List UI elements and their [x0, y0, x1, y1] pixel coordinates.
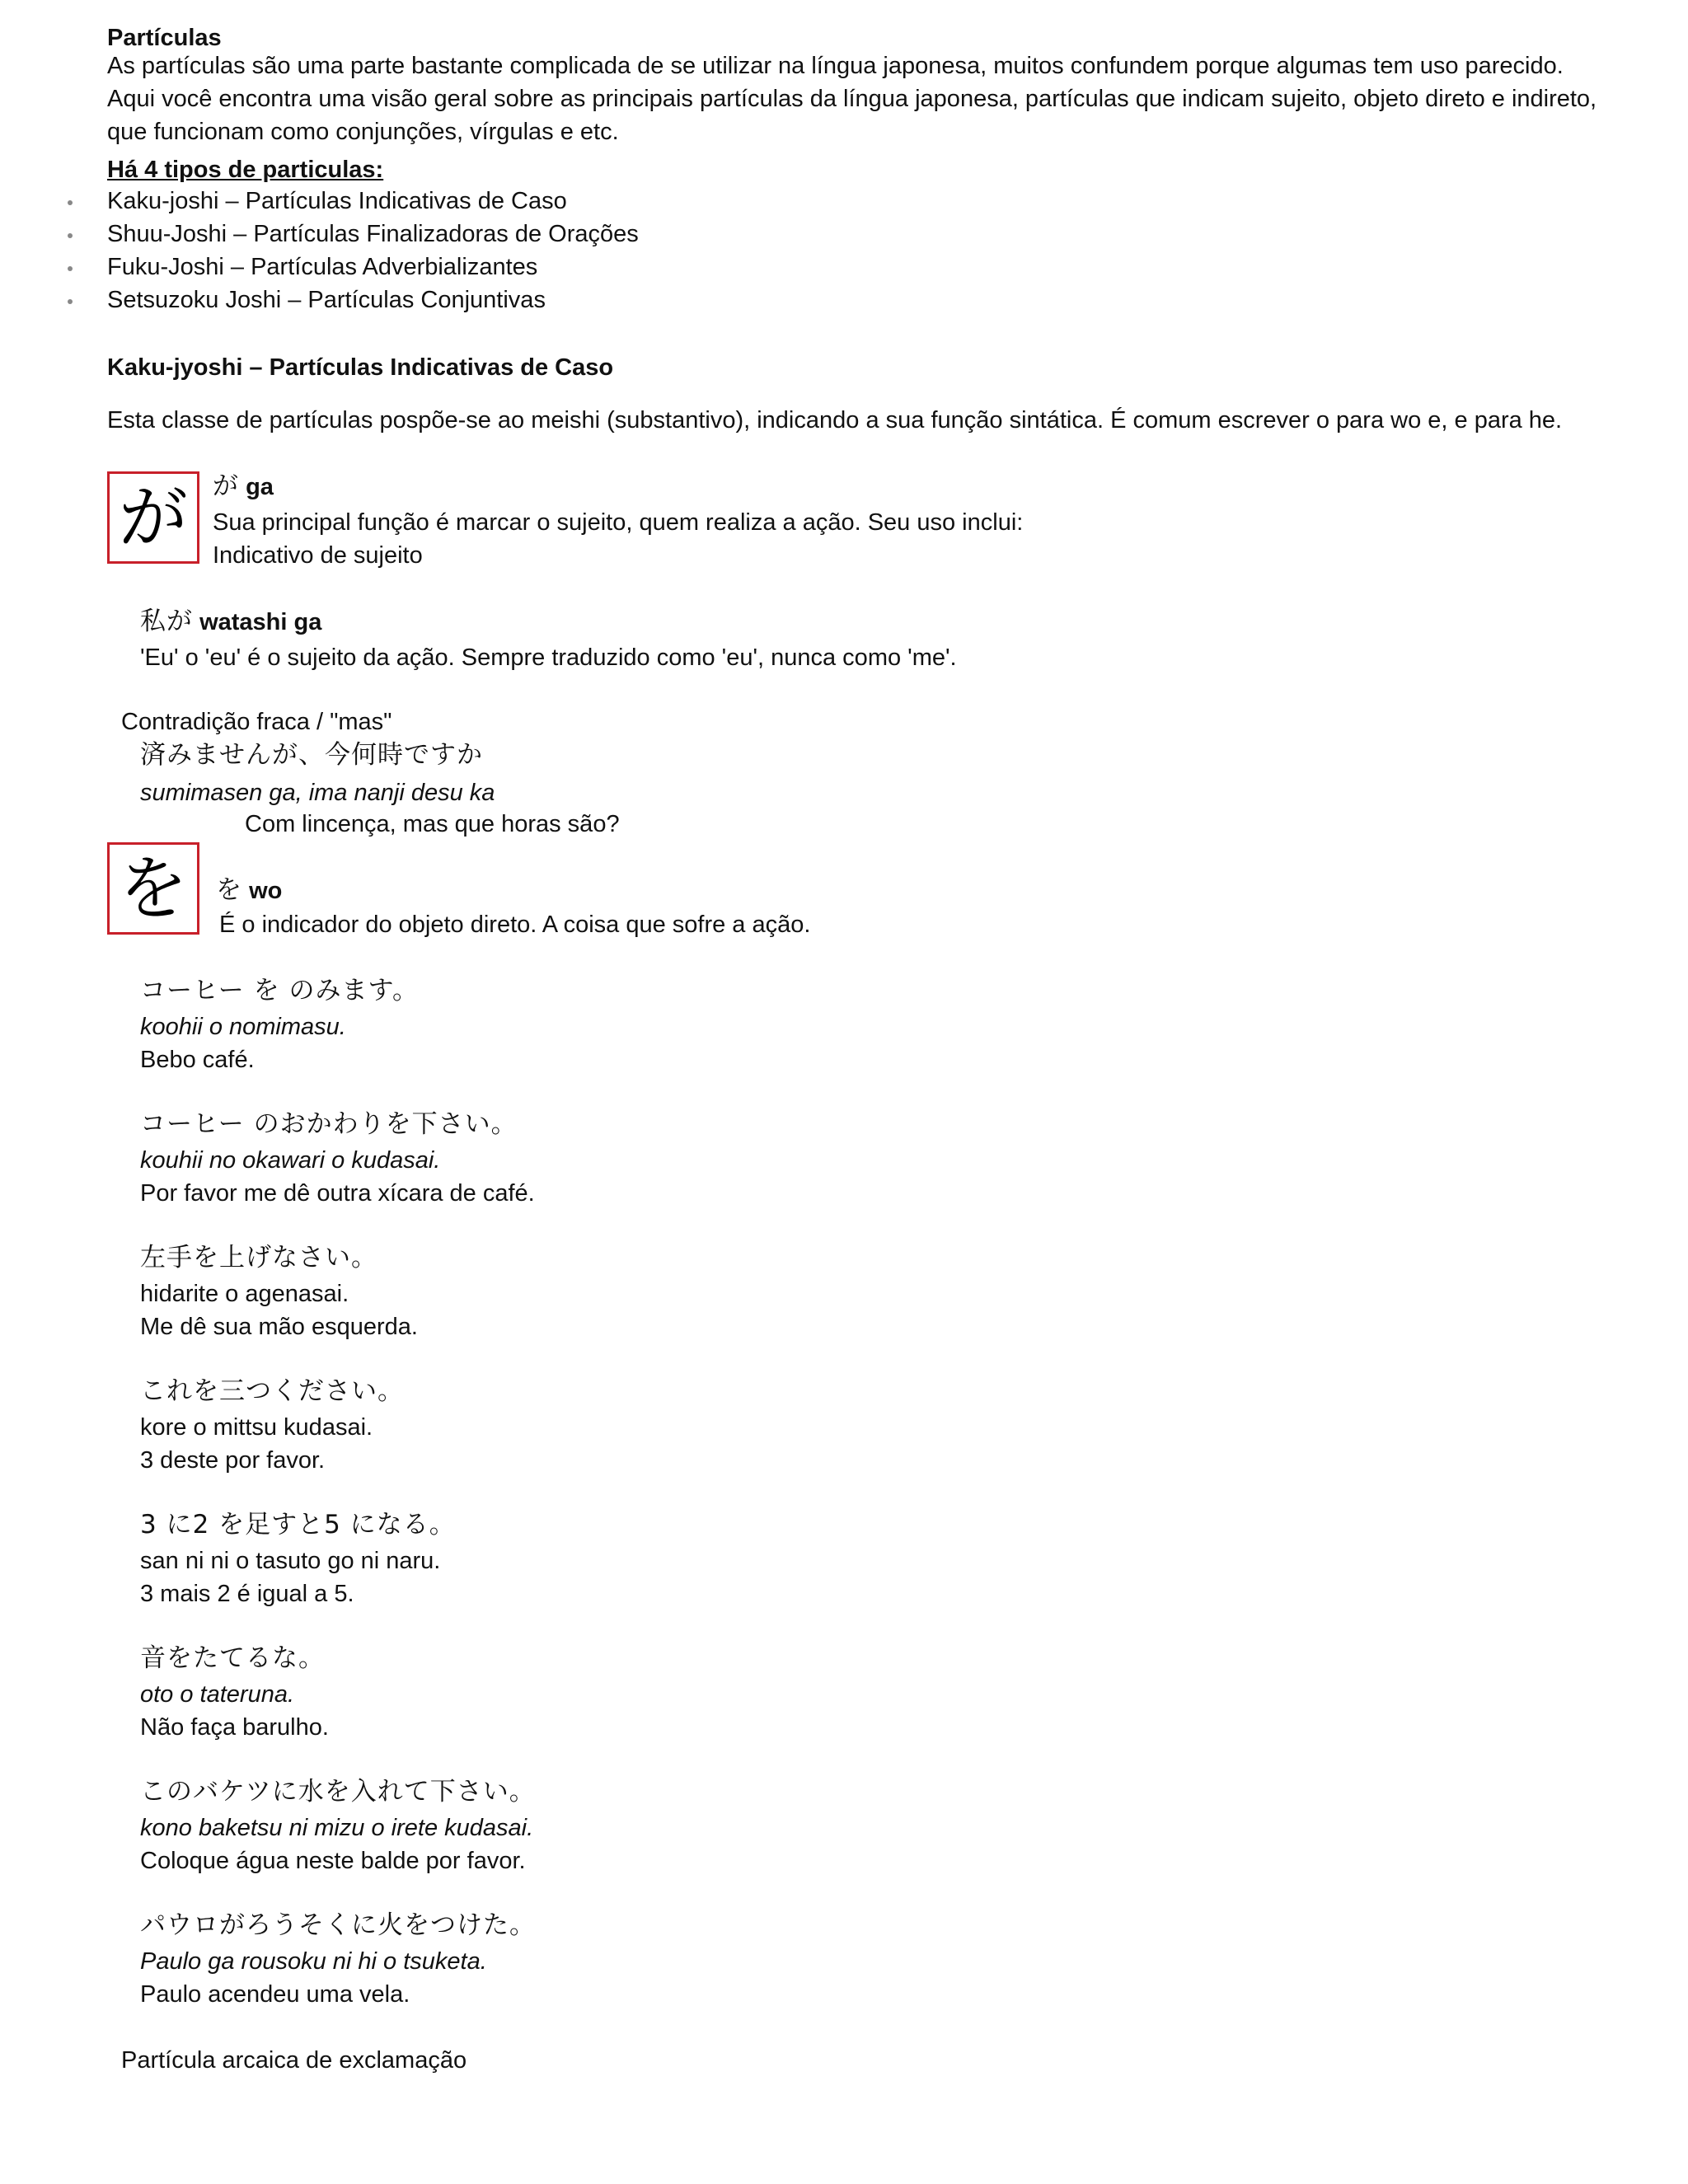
contradiction-japanese: 済みませんが、今何時ですか	[140, 740, 483, 770]
ga-example-heading	[140, 605, 321, 639]
example-japanese: このバケツに水を入れて下さい。	[140, 1777, 536, 1807]
intro-paragraph: As partículas são uma parte bastante complicada de se utilizar na língua japonesa, muitos confundem porque algumas tem uso parecido. Aqui você encontra uma visão geral sobre as principais partículas da língua japonesa, partículas que indicam sujeito, objeto direto e indireto, que funcionam como conjunções, vírgulas e etc.	[107, 53, 1597, 145]
page-title: Partículas	[107, 25, 222, 51]
example-japanese: これを三つください。	[140, 1376, 404, 1406]
example-japanese: 3 に2 を足すと5 になる。	[140, 1510, 456, 1540]
wo-description: É o indicador do objeto direto. A coisa que sofre a ação.	[219, 912, 811, 938]
example-translation: Coloque água neste balde por favor.	[140, 1848, 526, 1874]
contradiction-romaji: sumimasen ga, ima nanji desu ka	[140, 780, 495, 806]
ga-example-romaji: watashi ga	[199, 609, 322, 635]
type-item: Setsuzoku Joshi – Partículas Conjuntivas	[107, 287, 546, 313]
wo-heading-romaji: wo	[249, 878, 283, 904]
section-description: Esta classe de partículas pospõe-se ao meishi (substantivo), indicando a sua função sintática. É comum escrever o para wo e, e para he.	[107, 407, 1563, 434]
example-translation: Me dê sua mão esquerda.	[140, 1314, 418, 1340]
type-item: Fuku-Joshi – Partículas Adverbializantes	[107, 254, 538, 280]
example-translation: Por favor me dê outra xícara de café.	[140, 1180, 535, 1207]
example-japanese: コーヒー を のみます。	[140, 976, 419, 1005]
contradiction-translation: Com lincença, mas que horas são?	[245, 811, 620, 837]
example-romaji: koohii o nomimasu.	[140, 1014, 346, 1040]
wo-glyph-icon: を	[107, 842, 199, 935]
wo-heading	[216, 874, 282, 907]
example-translation: 3 mais 2 é igual a 5.	[140, 1581, 354, 1607]
bullet-icon	[68, 266, 73, 271]
ga-heading-kana: が	[213, 471, 239, 501]
type-item: Kaku-joshi – Partículas Indicativas de Caso	[107, 188, 567, 214]
ga-glyph-icon: が	[107, 471, 199, 564]
example-romaji: san ni ni o tasuto go ni naru.	[140, 1548, 441, 1574]
example-romaji: hidarite o agenasai.	[140, 1281, 349, 1307]
footer-label: Partícula arcaica de exclamação	[121, 2047, 467, 2074]
ga-usage: Indicativo de sujeito	[213, 542, 423, 569]
example-japanese: パウロがろうそくに火をつけた。	[140, 1910, 536, 1940]
example-romaji: kouhii no okawari o kudasai.	[140, 1147, 441, 1174]
bullet-icon	[68, 299, 73, 304]
example-translation: Paulo acendeu uma vela.	[140, 1981, 410, 2008]
types-heading: Há 4 tipos de particulas:	[107, 157, 384, 183]
example-translation: 3 deste por favor.	[140, 1447, 326, 1474]
ga-description: Sua principal função é marcar o sujeito, quem realiza a ação. Seu uso inclui:	[213, 509, 1024, 536]
example-japanese: コーヒー のおかわりを下さい。	[140, 1109, 518, 1139]
bullet-icon	[68, 233, 73, 238]
example-romaji: Paulo ga rousoku ni hi o tsuketa.	[140, 1948, 487, 1975]
section-heading: Kaku-jyoshi – Partículas Indicativas de Caso	[107, 354, 614, 381]
ga-heading-romaji: ga	[246, 474, 274, 500]
example-japanese: 左手を上げなさい。	[140, 1243, 377, 1272]
contradiction-label: Contradição fraca / "mas"	[121, 709, 392, 735]
ga-example-kana: 私が	[140, 607, 193, 636]
type-item: Shuu-Joshi – Partículas Finalizadoras de Orações	[107, 221, 639, 247]
example-romaji: kono baketsu ni mizu o irete kudasai.	[140, 1815, 534, 1841]
example-translation: Não faça barulho.	[140, 1714, 329, 1741]
example-translation: Bebo café.	[140, 1047, 255, 1073]
wo-heading-kana: を	[216, 875, 242, 905]
ga-heading	[213, 470, 274, 504]
example-japanese: 音をたてるな。	[140, 1643, 325, 1673]
example-romaji: oto o tateruna.	[140, 1681, 295, 1708]
bullet-icon	[68, 200, 73, 205]
ga-example-note: 'Eu' o 'eu' é o sujeito da ação. Sempre traduzido como 'eu', nunca como 'me'.	[140, 644, 957, 671]
example-romaji: kore o mittsu kudasai.	[140, 1414, 373, 1441]
